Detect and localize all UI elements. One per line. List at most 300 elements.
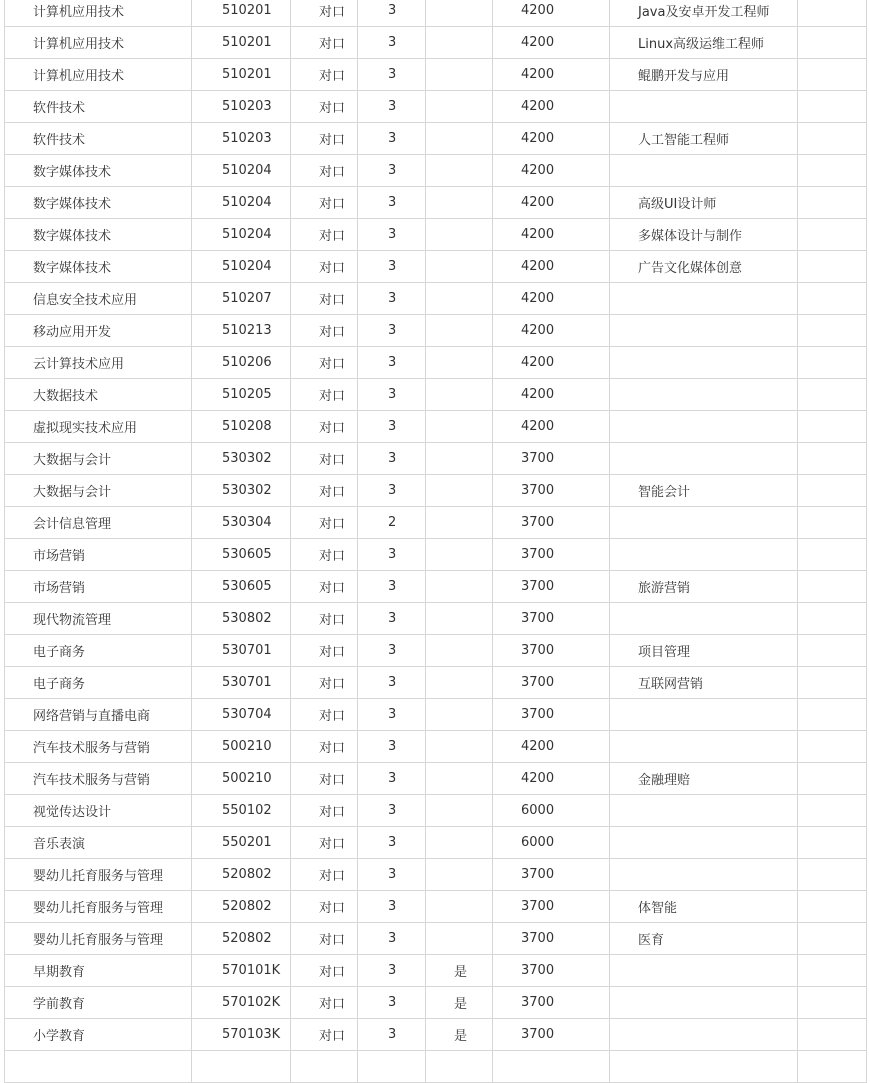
extra-cell <box>798 443 867 475</box>
extra-cell <box>798 763 867 795</box>
table-row <box>5 571 867 603</box>
program-name-cell: 数字媒体技术 <box>5 155 192 187</box>
table-row <box>5 347 867 379</box>
program-name-cell: 软件技术 <box>5 123 192 155</box>
program-name-cell: 网络营销与直播电商 <box>5 699 192 731</box>
flag-cell <box>426 539 493 571</box>
program-code-cell: 530302 <box>192 475 291 507</box>
flag-cell: 是 <box>426 1019 493 1051</box>
tuition-cell: 4200 <box>493 0 610 27</box>
extra-cell <box>798 699 867 731</box>
duration-cell: 3 <box>358 731 426 763</box>
table-row <box>5 379 867 411</box>
program-code-cell: 510204 <box>192 251 291 283</box>
duration-cell: 3 <box>358 763 426 795</box>
program-code-cell: 520802 <box>192 891 291 923</box>
tuition-cell: 6000 <box>493 795 610 827</box>
flag-cell <box>426 0 493 27</box>
extra-cell <box>798 27 867 59</box>
direction-cell <box>610 411 798 443</box>
enrollment-type-cell: 对口 <box>291 571 358 603</box>
program-name-cell: 数字媒体技术 <box>5 219 192 251</box>
program-name-cell: 市场营销 <box>5 539 192 571</box>
extra-cell <box>798 411 867 443</box>
tuition-cell: 4200 <box>493 187 610 219</box>
program-code-cell: 510201 <box>192 0 291 27</box>
program-name-cell: 移动应用开发 <box>5 315 192 347</box>
tuition-cell: 4200 <box>493 379 610 411</box>
tuition-cell: 4200 <box>493 411 610 443</box>
program-code-cell: 530605 <box>192 539 291 571</box>
direction-cell: 金融理赔 <box>610 763 798 795</box>
flag-cell <box>426 315 493 347</box>
direction-cell <box>610 987 798 1019</box>
direction-cell: Linux高级运维工程师 <box>610 27 798 59</box>
program-code-cell: 530701 <box>192 667 291 699</box>
enrollment-type-cell: 对口 <box>291 603 358 635</box>
flag-cell <box>426 827 493 859</box>
table-row <box>5 187 867 219</box>
table-row <box>5 699 867 731</box>
table-row <box>5 955 867 987</box>
table-row <box>5 827 867 859</box>
table-row <box>5 539 867 571</box>
duration-cell: 3 <box>358 91 426 123</box>
enrollment-type-cell: 对口 <box>291 283 358 315</box>
program-name-cell: 音乐表演 <box>5 827 192 859</box>
extra-cell <box>798 859 867 891</box>
extra-cell <box>798 603 867 635</box>
table-row <box>5 1019 867 1051</box>
duration-cell: 3 <box>358 155 426 187</box>
extra-cell <box>798 827 867 859</box>
direction-cell <box>610 507 798 539</box>
duration-cell: 3 <box>358 379 426 411</box>
duration-cell: 3 <box>358 251 426 283</box>
direction-cell <box>610 91 798 123</box>
program-code-cell: 510205 <box>192 379 291 411</box>
direction-cell <box>610 859 798 891</box>
enrollment-type-cell: 对口 <box>291 795 358 827</box>
program-code-cell: 570102K <box>192 987 291 1019</box>
duration-cell: 3 <box>358 667 426 699</box>
duration-cell: 3 <box>358 795 426 827</box>
duration-cell: 3 <box>358 635 426 667</box>
extra-cell <box>798 155 867 187</box>
extra-cell <box>798 315 867 347</box>
extra-cell <box>798 59 867 91</box>
tuition-cell <box>493 1051 610 1083</box>
program-code-cell: 530802 <box>192 603 291 635</box>
enrollment-type-cell: 对口 <box>291 315 358 347</box>
flag-cell <box>426 379 493 411</box>
extra-cell <box>798 795 867 827</box>
tuition-cell: 3700 <box>493 667 610 699</box>
enrollment-type-cell: 对口 <box>291 0 358 27</box>
program-name-cell: 云计算技术应用 <box>5 347 192 379</box>
direction-cell <box>610 1019 798 1051</box>
flag-cell: 是 <box>426 955 493 987</box>
program-name-cell: 会计信息管理 <box>5 507 192 539</box>
program-name-cell: 大数据与会计 <box>5 443 192 475</box>
program-name-cell: 小学教育 <box>5 1019 192 1051</box>
enrollment-type-cell: 对口 <box>291 91 358 123</box>
enrollment-type-cell: 对口 <box>291 955 358 987</box>
flag-cell <box>426 507 493 539</box>
extra-cell <box>798 891 867 923</box>
extra-cell <box>798 731 867 763</box>
table-row <box>5 987 867 1019</box>
direction-cell: 医育 <box>610 923 798 955</box>
table-row <box>5 91 867 123</box>
extra-cell <box>798 987 867 1019</box>
table-row <box>5 763 867 795</box>
flag-cell <box>426 859 493 891</box>
tuition-cell: 4200 <box>493 59 610 91</box>
direction-cell <box>610 347 798 379</box>
enrollment-type-cell: 对口 <box>291 251 358 283</box>
enrollment-type-cell: 对口 <box>291 987 358 1019</box>
tuition-cell: 4200 <box>493 251 610 283</box>
extra-cell <box>798 379 867 411</box>
program-name-cell: 汽车技术服务与营销 <box>5 763 192 795</box>
flag-cell <box>426 283 493 315</box>
enrollment-type-cell: 对口 <box>291 379 358 411</box>
duration-cell: 3 <box>358 283 426 315</box>
enrollment-type-cell: 对口 <box>291 859 358 891</box>
table-row <box>5 27 867 59</box>
program-code-cell: 530701 <box>192 635 291 667</box>
extra-cell <box>798 251 867 283</box>
program-name-cell: 数字媒体技术 <box>5 251 192 283</box>
enrollment-type-cell: 对口 <box>291 539 358 571</box>
flag-cell <box>426 1051 493 1083</box>
enrollment-type-cell: 对口 <box>291 123 358 155</box>
extra-cell <box>798 571 867 603</box>
table-row <box>5 155 867 187</box>
program-code-cell: 530302 <box>192 443 291 475</box>
flag-cell <box>426 91 493 123</box>
direction-cell: 体智能 <box>610 891 798 923</box>
table-row <box>5 251 867 283</box>
enrollment-type-cell: 对口 <box>291 699 358 731</box>
duration-cell: 3 <box>358 411 426 443</box>
flag-cell <box>426 123 493 155</box>
tuition-cell: 3700 <box>493 571 610 603</box>
direction-cell: 项目管理 <box>610 635 798 667</box>
direction-cell <box>610 603 798 635</box>
tuition-cell: 4200 <box>493 91 610 123</box>
table-row <box>5 795 867 827</box>
flag-cell <box>426 923 493 955</box>
table-row <box>5 635 867 667</box>
flag-cell <box>426 155 493 187</box>
duration-cell: 3 <box>358 27 426 59</box>
flag-cell <box>426 475 493 507</box>
tuition-cell: 3700 <box>493 891 610 923</box>
table-body <box>5 0 867 1083</box>
direction-cell <box>610 379 798 411</box>
direction-cell <box>610 539 798 571</box>
tuition-cell: 3700 <box>493 1019 610 1051</box>
flag-cell <box>426 731 493 763</box>
program-code-cell: 510201 <box>192 27 291 59</box>
duration-cell: 3 <box>358 955 426 987</box>
program-code-cell <box>192 1051 291 1083</box>
tuition-cell: 3700 <box>493 955 610 987</box>
duration-cell <box>358 1051 426 1083</box>
duration-cell: 3 <box>358 347 426 379</box>
enrollment-type-cell: 对口 <box>291 27 358 59</box>
program-code-cell: 500210 <box>192 763 291 795</box>
enrollment-type-cell: 对口 <box>291 443 358 475</box>
tuition-cell: 3700 <box>493 603 610 635</box>
program-name-cell: 软件技术 <box>5 91 192 123</box>
program-code-cell: 510208 <box>192 411 291 443</box>
tuition-cell: 3700 <box>493 539 610 571</box>
direction-cell <box>610 155 798 187</box>
direction-cell: 智能会计 <box>610 475 798 507</box>
direction-cell: Java及安卓开发工程师 <box>610 0 798 27</box>
program-code-cell: 520802 <box>192 923 291 955</box>
flag-cell <box>426 27 493 59</box>
flag-cell <box>426 187 493 219</box>
program-code-cell: 570103K <box>192 1019 291 1051</box>
extra-cell <box>798 0 867 27</box>
tuition-cell: 3700 <box>493 635 610 667</box>
tuition-cell: 4200 <box>493 763 610 795</box>
program-name-cell: 视觉传达设计 <box>5 795 192 827</box>
flag-cell <box>426 443 493 475</box>
tuition-cell: 3700 <box>493 987 610 1019</box>
table-row <box>5 603 867 635</box>
program-name-cell: 信息安全技术应用 <box>5 283 192 315</box>
program-code-cell: 510204 <box>192 219 291 251</box>
table-row <box>5 1051 867 1083</box>
program-code-cell: 510207 <box>192 283 291 315</box>
extra-cell <box>798 507 867 539</box>
program-code-cell: 500210 <box>192 731 291 763</box>
program-name-cell: 电子商务 <box>5 635 192 667</box>
program-code-cell: 520802 <box>192 859 291 891</box>
extra-cell <box>798 955 867 987</box>
table-row <box>5 731 867 763</box>
table-row <box>5 923 867 955</box>
tuition-cell: 4200 <box>493 219 610 251</box>
program-name-cell: 计算机应用技术 <box>5 59 192 91</box>
direction-cell <box>610 795 798 827</box>
duration-cell: 3 <box>358 443 426 475</box>
program-name-cell: 学前教育 <box>5 987 192 1019</box>
tuition-cell: 4200 <box>493 731 610 763</box>
direction-cell <box>610 827 798 859</box>
program-name-cell: 市场营销 <box>5 571 192 603</box>
flag-cell <box>426 891 493 923</box>
table-row <box>5 891 867 923</box>
program-name-cell: 电子商务 <box>5 667 192 699</box>
program-name-cell: 早期教育 <box>5 955 192 987</box>
flag-cell <box>426 795 493 827</box>
tuition-cell: 4200 <box>493 283 610 315</box>
extra-cell <box>798 539 867 571</box>
flag-cell <box>426 603 493 635</box>
tuition-cell: 4200 <box>493 315 610 347</box>
tuition-cell: 4200 <box>493 347 610 379</box>
direction-cell <box>610 443 798 475</box>
duration-cell: 3 <box>358 987 426 1019</box>
table-row <box>5 123 867 155</box>
flag-cell <box>426 635 493 667</box>
enrollment-type-cell: 对口 <box>291 763 358 795</box>
flag-cell: 是 <box>426 987 493 1019</box>
extra-cell <box>798 123 867 155</box>
table-row <box>5 475 867 507</box>
extra-cell <box>798 1051 867 1083</box>
program-name-cell: 现代物流管理 <box>5 603 192 635</box>
program-name-cell: 婴幼儿托育服务与管理 <box>5 923 192 955</box>
direction-cell <box>610 283 798 315</box>
extra-cell <box>798 283 867 315</box>
tuition-cell: 4200 <box>493 123 610 155</box>
direction-cell: 广告文化媒体创意 <box>610 251 798 283</box>
program-name-cell: 大数据技术 <box>5 379 192 411</box>
program-code-cell: 530605 <box>192 571 291 603</box>
program-table <box>4 0 867 1083</box>
direction-cell <box>610 955 798 987</box>
program-name-cell: 婴幼儿托育服务与管理 <box>5 891 192 923</box>
duration-cell: 3 <box>358 59 426 91</box>
table-row <box>5 283 867 315</box>
table-row <box>5 859 867 891</box>
direction-cell: 人工智能工程师 <box>610 123 798 155</box>
program-name-cell: 计算机应用技术 <box>5 0 192 27</box>
table-row <box>5 443 867 475</box>
enrollment-type-cell: 对口 <box>291 507 358 539</box>
program-name-cell: 计算机应用技术 <box>5 27 192 59</box>
duration-cell: 3 <box>358 219 426 251</box>
table-row <box>5 219 867 251</box>
extra-cell <box>798 219 867 251</box>
duration-cell: 3 <box>358 699 426 731</box>
table-wrapper <box>4 0 867 1083</box>
flag-cell <box>426 763 493 795</box>
extra-cell <box>798 635 867 667</box>
program-name-cell: 数字媒体技术 <box>5 187 192 219</box>
enrollment-type-cell: 对口 <box>291 923 358 955</box>
program-code-cell: 510203 <box>192 91 291 123</box>
enrollment-type-cell: 对口 <box>291 347 358 379</box>
duration-cell: 3 <box>358 475 426 507</box>
enrollment-type-cell: 对口 <box>291 475 358 507</box>
duration-cell: 3 <box>358 923 426 955</box>
enrollment-type-cell: 对口 <box>291 411 358 443</box>
program-name-cell: 汽车技术服务与营销 <box>5 731 192 763</box>
enrollment-type-cell: 对口 <box>291 187 358 219</box>
duration-cell: 3 <box>358 571 426 603</box>
duration-cell: 3 <box>358 539 426 571</box>
direction-cell: 旅游营销 <box>610 571 798 603</box>
direction-cell: 高级UI设计师 <box>610 187 798 219</box>
tuition-cell: 3700 <box>493 443 610 475</box>
table-row <box>5 667 867 699</box>
tuition-cell: 6000 <box>493 827 610 859</box>
duration-cell: 3 <box>358 603 426 635</box>
program-name-cell: 大数据与会计 <box>5 475 192 507</box>
flag-cell <box>426 219 493 251</box>
enrollment-type-cell <box>291 1051 358 1083</box>
enrollment-type-cell: 对口 <box>291 1019 358 1051</box>
duration-cell: 3 <box>358 187 426 219</box>
enrollment-type-cell: 对口 <box>291 59 358 91</box>
tuition-cell: 4200 <box>493 27 610 59</box>
program-code-cell: 550201 <box>192 827 291 859</box>
program-code-cell: 510203 <box>192 123 291 155</box>
table-row <box>5 411 867 443</box>
table-row <box>5 315 867 347</box>
enrollment-type-cell: 对口 <box>291 219 358 251</box>
extra-cell <box>798 923 867 955</box>
tuition-cell: 3700 <box>493 699 610 731</box>
tuition-cell: 4200 <box>493 155 610 187</box>
table-row <box>5 0 867 27</box>
extra-cell <box>798 475 867 507</box>
enrollment-type-cell: 对口 <box>291 827 358 859</box>
flag-cell <box>426 699 493 731</box>
program-code-cell: 510201 <box>192 59 291 91</box>
extra-cell <box>798 347 867 379</box>
extra-cell <box>798 187 867 219</box>
tuition-cell: 3700 <box>493 923 610 955</box>
direction-cell <box>610 315 798 347</box>
flag-cell <box>426 667 493 699</box>
extra-cell <box>798 1019 867 1051</box>
duration-cell: 3 <box>358 1019 426 1051</box>
duration-cell: 3 <box>358 123 426 155</box>
program-code-cell: 550102 <box>192 795 291 827</box>
program-code-cell: 510206 <box>192 347 291 379</box>
program-code-cell: 510213 <box>192 315 291 347</box>
direction-cell: 互联网营销 <box>610 667 798 699</box>
flag-cell <box>426 59 493 91</box>
duration-cell: 3 <box>358 891 426 923</box>
program-name-cell <box>5 1051 192 1083</box>
flag-cell <box>426 347 493 379</box>
enrollment-type-cell: 对口 <box>291 731 358 763</box>
duration-cell: 3 <box>358 827 426 859</box>
direction-cell <box>610 1051 798 1083</box>
program-code-cell: 530304 <box>192 507 291 539</box>
enrollment-type-cell: 对口 <box>291 155 358 187</box>
tuition-cell: 3700 <box>493 859 610 891</box>
program-name-cell: 虚拟现实技术应用 <box>5 411 192 443</box>
program-code-cell: 510204 <box>192 155 291 187</box>
direction-cell <box>610 699 798 731</box>
program-code-cell: 530704 <box>192 699 291 731</box>
tuition-cell: 3700 <box>493 475 610 507</box>
enrollment-type-cell: 对口 <box>291 635 358 667</box>
table-row <box>5 507 867 539</box>
program-code-cell: 570101K <box>192 955 291 987</box>
program-code-cell: 510204 <box>192 187 291 219</box>
direction-cell <box>610 731 798 763</box>
enrollment-type-cell: 对口 <box>291 667 358 699</box>
duration-cell: 2 <box>358 507 426 539</box>
flag-cell <box>426 411 493 443</box>
table-row <box>5 59 867 91</box>
duration-cell: 3 <box>358 859 426 891</box>
enrollment-type-cell: 对口 <box>291 891 358 923</box>
program-name-cell: 婴幼儿托育服务与管理 <box>5 859 192 891</box>
